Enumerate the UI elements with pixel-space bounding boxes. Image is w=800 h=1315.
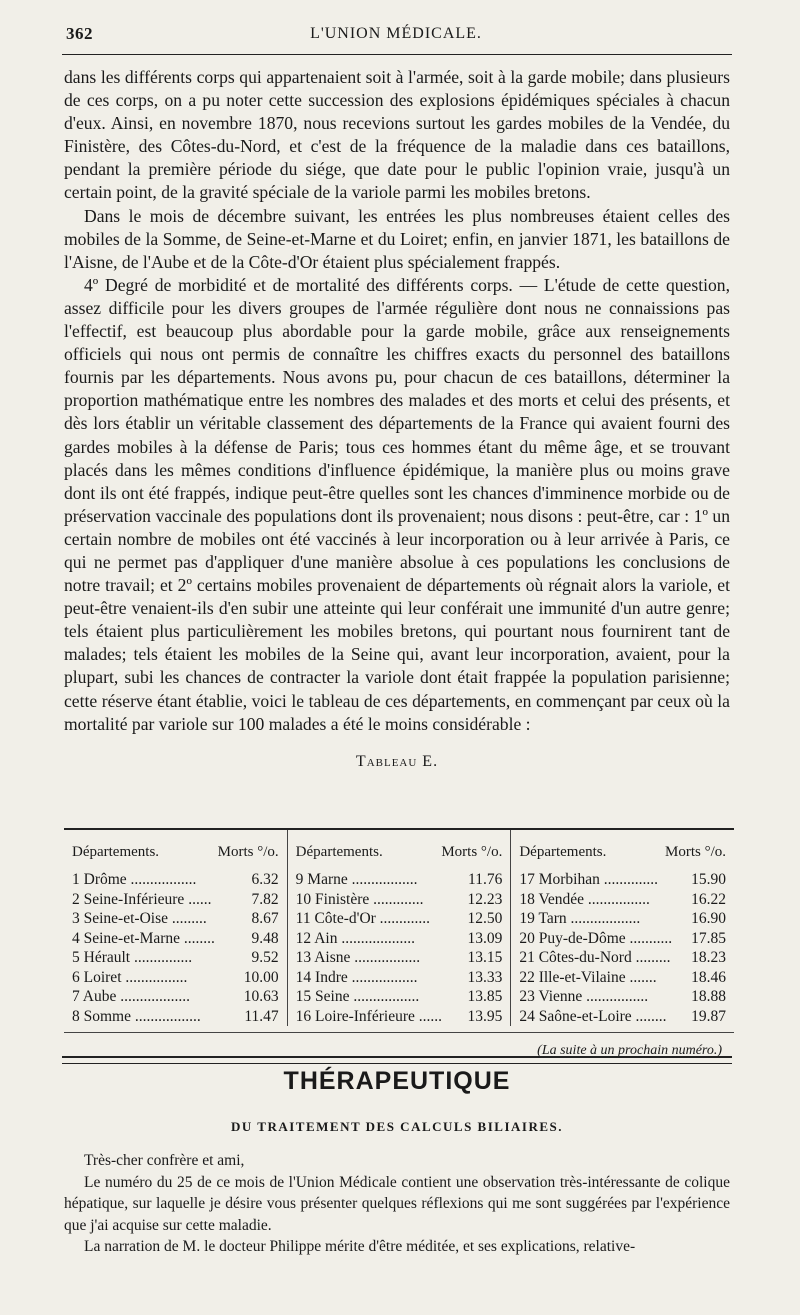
table-row: [519, 909, 726, 929]
header-dept: Départements.: [72, 843, 160, 860]
article-body: [64, 66, 730, 773]
table-row: [296, 870, 503, 890]
row-value: 16.22: [691, 890, 727, 908]
table-row: [296, 1007, 503, 1027]
row-department: 18 Vendée ................: [519, 890, 650, 908]
row-department: 22 Ille-et-Vilaine .......: [519, 968, 657, 986]
row-value: 11.47: [244, 1007, 279, 1025]
table-rows: [519, 870, 726, 1026]
table-rows: [296, 870, 503, 1026]
table-row: [296, 987, 503, 1007]
table-row: [519, 890, 726, 910]
paragraph: Le numéro du 25 de ce mois de l'Union Médicale contient une observation très-intéressante de colique hépatique, sur laquelle je désire vous présenter quelques réflexions qui me sont suggérées par l'expérience que j'ai acquise sur cette maladie.: [64, 1173, 730, 1234]
row-value: 13.33: [467, 968, 503, 986]
row-department: 11 Côte-d'Or .............: [295, 910, 431, 927]
row-value: 10.00: [243, 968, 279, 986]
table-row: [72, 987, 279, 1007]
table-row: [519, 968, 726, 988]
row-department: 17 Morbihan ..............: [519, 871, 658, 888]
table-row: [72, 1007, 279, 1027]
row-department: 9 Marne .................: [295, 871, 418, 888]
row-value: 15.90: [691, 871, 727, 888]
suite-note: (La suite à un prochain numéro.): [537, 1043, 722, 1058]
header-dept: Départements.: [295, 843, 383, 860]
row-department: 7 Aube ..................: [72, 988, 190, 1005]
table-row: [519, 987, 726, 1007]
table-header: [296, 830, 503, 870]
running-title: L'UNION MÉDICALE.: [310, 25, 482, 42]
row-department: 20 Puy-de-Dôme ...........: [519, 929, 673, 947]
row-value: 18.23: [691, 949, 727, 966]
row-value: 12.23: [467, 890, 503, 908]
table-row: [296, 929, 503, 949]
table-row: [72, 909, 279, 929]
table-row: [72, 929, 279, 949]
row-department: 23 Vienne ................: [519, 988, 649, 1005]
header-morts: Morts °/o.: [441, 843, 503, 860]
table-bottom-rule: [64, 1032, 734, 1033]
mortality-table: [64, 828, 734, 1059]
row-department: 10 Finistère .............: [295, 890, 424, 908]
table-column: [510, 830, 734, 1026]
row-value: 13.85: [467, 988, 503, 1005]
row-value: 16.90: [691, 910, 727, 927]
header-morts: Morts °/o.: [665, 843, 727, 860]
row-department: 2 Seine-Inférieure ......: [72, 890, 212, 908]
table-row: [72, 890, 279, 910]
row-value: 18.88: [691, 988, 727, 1005]
row-value: 6.32: [251, 871, 279, 888]
table-column: [64, 830, 287, 1026]
row-department: 21 Côtes-du-Nord .........: [519, 949, 671, 966]
table-row: [519, 929, 726, 949]
paragraph: Dans le mois de décembre suivant, les entrées les plus nombreuses étaient celles des mobiles de la Somme, de Seine-et-Marne et du Loiret; enfin, en janvier 1871, les bataillons de l'Aisne, de l'Aube et de la Côte-d'Or étaient plus spécialement frappés.: [64, 205, 730, 272]
row-department: 16 Loire-Inférieure ......: [295, 1007, 442, 1025]
table-row: [72, 968, 279, 988]
table-row: [296, 968, 503, 988]
row-department: 14 Indre .................: [295, 968, 418, 986]
table-column: [287, 830, 511, 1026]
row-department: 1 Drôme .................: [72, 871, 197, 888]
table-header: [72, 830, 279, 870]
table-row: [296, 890, 503, 910]
row-department: 3 Seine-et-Oise .........: [72, 910, 207, 927]
table-row: [519, 948, 726, 968]
section-title: THÉRAPEUTIQUE: [283, 1067, 511, 1095]
row-value: 17.85: [691, 929, 727, 947]
row-department: 15 Seine .................: [295, 988, 420, 1005]
page-number: 362: [66, 24, 93, 43]
table-row: [72, 948, 279, 968]
header-rule: [62, 54, 732, 55]
row-value: 11.76: [468, 871, 503, 888]
row-department: 4 Seine-et-Marne ........: [72, 929, 215, 947]
row-department: 12 Ain ...................: [295, 929, 415, 947]
page-header: [62, 22, 730, 48]
row-value: 18.46: [691, 968, 727, 986]
paragraph: La narration de M. le docteur Philippe mérite d'être méditée, et ses explications, relative-: [84, 1238, 636, 1255]
row-department: 6 Loiret ................: [72, 968, 188, 986]
header-dept: Départements.: [519, 843, 607, 860]
header-morts: Morts °/o.: [217, 843, 279, 860]
row-department: 24 Saône-et-Loire ........: [519, 1007, 667, 1025]
table-row: [296, 909, 503, 929]
row-value: 10.63: [243, 988, 279, 1005]
row-value: 13.95: [467, 1007, 503, 1025]
table-row: [519, 870, 726, 890]
row-value: 9.48: [251, 929, 279, 947]
table-caption: Tableau E.: [355, 752, 439, 770]
row-value: 13.09: [467, 929, 503, 947]
row-value: 7.82: [251, 890, 279, 908]
paragraph: 4º Degré de morbidité et de mortalité des différents corps. — L'étude de cette question, assez difficile pour les divers groupes de l'armée régulière dont nous ne connaissions pas l'effectif, est beaucoup plus abordable pour la garde mobile, grâce aux renseignements officiels qui nous ont permis de connaître les chiffres exacts du personnel des bataillons fournis par les départements. Nous avons pu, pour chacun de ces bataillons, déterminer la proportion mathématique entre les nombres des malades et des morts et celui des présents, et dès lors établir un véritable classement des départements de la France qui avaient fourni des gardes mobiles à la défense de Paris; tous ces hommes étant du même âge, et se trouvant placés dans les mêmes conditions d'influence épidémique, la manière plus ou moins grave dont ils ont été frappés, indique peut-être quelles sont les chances d'imminence morbide ou de préservation vaccinale des populations dont ils provenaient; nous disons : peut-être, car : 1º un certain nombre de mobiles ont été vaccinés à leur incorporation ou à leur arrivée à Paris, ce qui ne permet pas d'appliquer d'une manière absolue à ces populations les conclusions de notre travail; et 2º certains mobiles provenaient de départements où régnait alors la variole, et peut-être venaient-ils d'en subir une atteinte qui leur conférait une immunité d'un autre genre; tels étaient plus particulièrement les mobiles bretons, qui pourtant nous fournirent tant de malades; tels étaient les mobiles de la Seine qui, avant leur incorporation, avaient, pour la plupart, subi les chances de contracter la variole dont était frappée la population parisienne; cette réserve étant établie, voici le tableau de ces départements, en commençant par ceux où la mortalité par variole sur 100 malades a été le moins considérable :: [64, 274, 730, 734]
row-department: 8 Somme .................: [72, 1007, 201, 1025]
salutation: Très-cher confrère et ami,: [84, 1152, 245, 1169]
row-value: 13.15: [467, 949, 503, 966]
row-department: 19 Tarn ..................: [519, 910, 641, 927]
section-divider: [62, 1056, 732, 1064]
row-value: 9.52: [251, 949, 279, 966]
section-subtitle: DU TRAITEMENT DES CALCULS BILIAIRES.: [230, 1119, 563, 1134]
row-department: 5 Hérault ...............: [72, 949, 193, 966]
row-value: 12.50: [467, 910, 503, 927]
row-department: 13 Aisne .................: [295, 949, 421, 966]
table-row: [72, 870, 279, 890]
table-row: [296, 948, 503, 968]
row-value: 8.67: [251, 910, 279, 927]
table-header: [519, 830, 726, 870]
table-row: [519, 1007, 726, 1027]
table-rows: [72, 870, 279, 1026]
row-value: 19.87: [691, 1007, 727, 1025]
paragraph: dans les différents corps qui appartenaient soit à l'armée, soit à la garde mobile; dans plusieurs de ces corps, on a pu noter cette succession des explosions épidémiques spéciales à chacun d'eux. Ainsi, en novembre 1870, nous recevions surtout les gardes mobiles de la Vendée, du Finistère, des Côtes-du-Nord, et c'est de la fréquence de la maladie dans ces bataillons, pendant la première période du siége, que date pour le public l'opinion vraie, jusqu'à un certain point, de la gravité spéciale de la variole parmi les mobiles bretons.: [64, 67, 730, 203]
letter: [64, 1150, 730, 1258]
